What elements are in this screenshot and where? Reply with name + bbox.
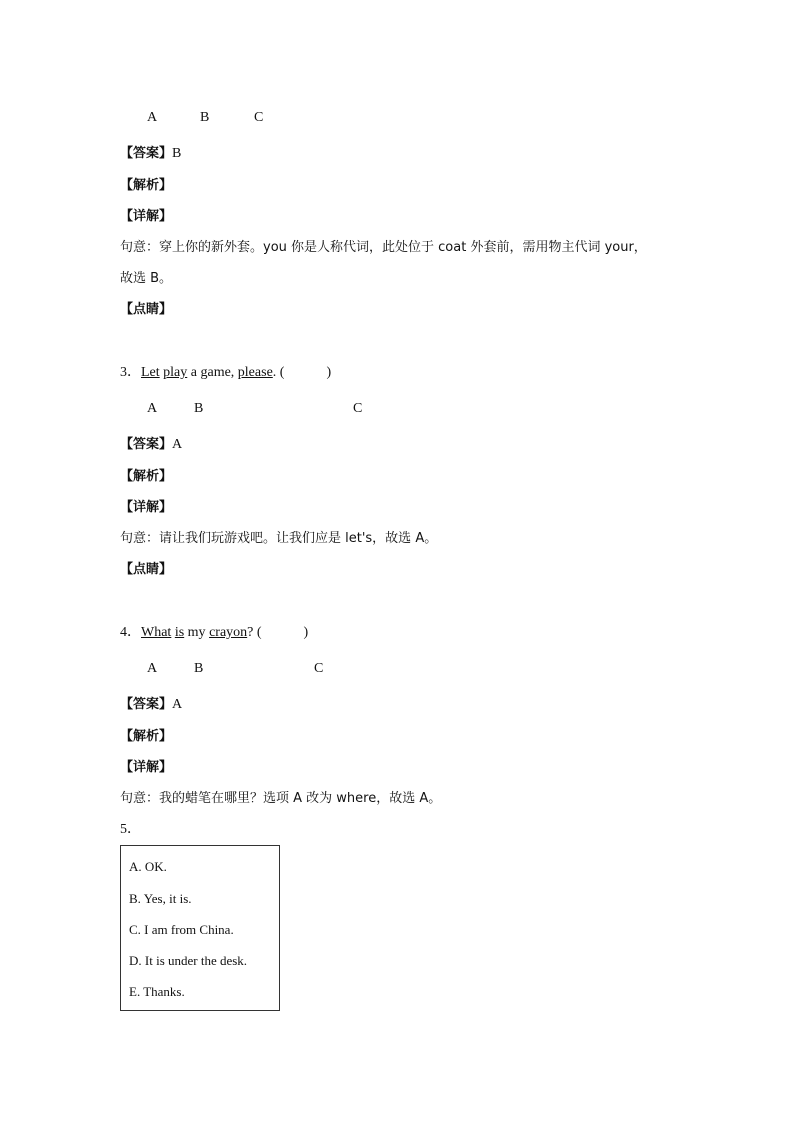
answer-heading: 【答案】 xyxy=(120,697,173,712)
question-4 xyxy=(120,624,308,642)
answer-line xyxy=(120,696,182,714)
options-box xyxy=(120,845,280,1011)
underlined-word: play xyxy=(163,365,188,380)
comment-heading: 【点睛】 xyxy=(120,302,173,317)
detail-heading: 【详解】 xyxy=(120,760,173,775)
question-text: my xyxy=(187,625,206,640)
box-option: B. Yes, it is. xyxy=(129,891,192,906)
explanation-text: 故选 B。 xyxy=(120,271,173,286)
option-label-c: C xyxy=(353,401,363,416)
question-text: a game, xyxy=(190,365,235,380)
option-label-a: A xyxy=(147,401,158,416)
box-option: C. I am from China. xyxy=(129,922,234,937)
underlined-word: Let xyxy=(141,365,160,380)
underlined-word: What xyxy=(141,625,172,640)
option-label-a: A xyxy=(147,110,158,125)
answer-heading: 【答案】 xyxy=(120,146,173,161)
comment-heading: 【点睛】 xyxy=(120,562,173,577)
option-label-b: B xyxy=(194,401,204,416)
question-3 xyxy=(120,364,331,382)
question-number: 3． xyxy=(120,365,141,380)
analysis-heading: 【解析】 xyxy=(120,729,173,744)
box-option: D. It is under the desk. xyxy=(129,953,248,968)
box-option: A. OK. xyxy=(129,859,167,874)
explanation-text: 句意：穿上你的新外套。you 你是人称代词，此处位于 coat 外套前，需用物主代词 your， xyxy=(120,240,647,255)
box-option: E. Thanks. xyxy=(129,984,185,999)
detail-heading: 【详解】 xyxy=(120,500,173,515)
underlined-word: crayon xyxy=(209,625,248,640)
underlined-word: please xyxy=(237,365,273,380)
question-text: ? ( ) xyxy=(247,625,309,640)
answer-line xyxy=(120,436,182,454)
question-number: 4． xyxy=(120,625,141,640)
analysis-heading: 【解析】 xyxy=(120,178,173,193)
explanation-text: 句意：我的蜡笔在哪里？选项 A 改为 where，故选 A。 xyxy=(120,791,442,806)
option-label-c: C xyxy=(314,661,324,676)
answer-value: B xyxy=(172,146,182,161)
option-label-b: B xyxy=(194,661,204,676)
analysis-heading: 【解析】 xyxy=(120,469,173,484)
underlined-word: is xyxy=(174,625,185,640)
option-label-b: B xyxy=(200,110,210,125)
option-label-c: C xyxy=(254,110,264,125)
question-number: 5． xyxy=(120,822,141,837)
explanation-text: 句意：请让我们玩游戏吧。让我们应是 let's，故选 A。 xyxy=(120,531,438,546)
answer-heading: 【答案】 xyxy=(120,437,173,452)
detail-heading: 【详解】 xyxy=(120,209,173,224)
option-label-a: A xyxy=(147,661,158,676)
answer-value: A xyxy=(172,437,183,452)
answer-line xyxy=(120,145,181,163)
question-text: . ( ) xyxy=(272,365,332,380)
answer-value: A xyxy=(172,697,183,712)
